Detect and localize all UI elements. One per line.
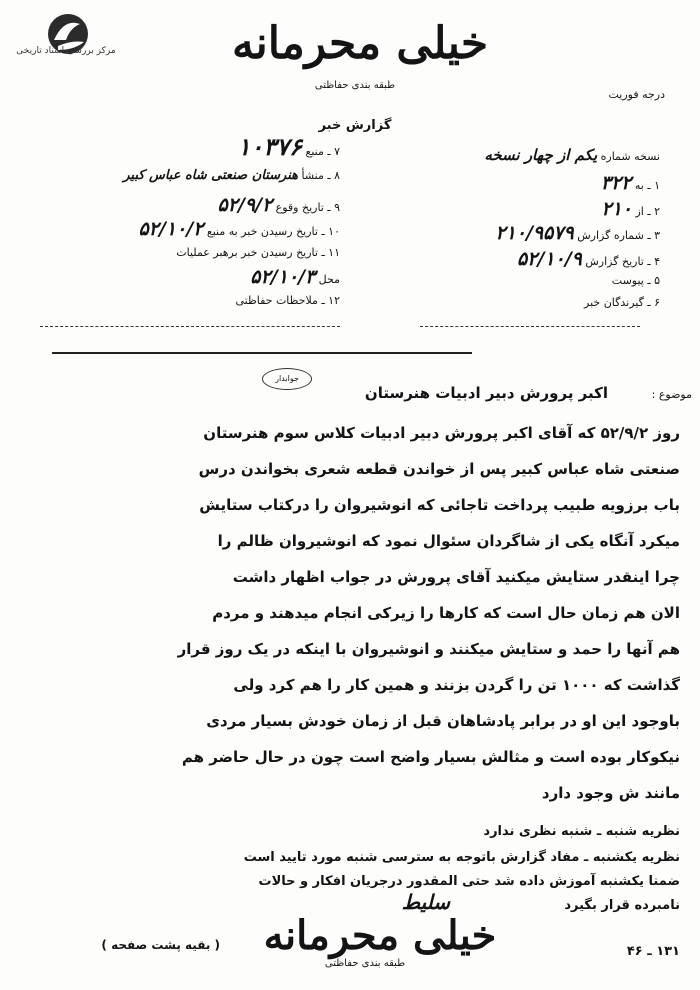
- field-value: هنرستان صنعتی شاه عباس کبیر: [123, 168, 298, 183]
- field-source: [40, 132, 340, 161]
- footer-classification-subtitle: طبقه بندی حفاظتی: [324, 958, 406, 969]
- field-value: ۵۲/۹/۲: [217, 194, 273, 216]
- classification-title: خیلی محرمانه: [231, 18, 489, 69]
- footer-classification-title: خیلی محرمانه: [263, 912, 497, 959]
- field-value: یکم از چهار نسخه: [484, 146, 598, 164]
- field-event-date: [40, 194, 340, 216]
- body-line: باب برزویه طبیب پرداخت تاجائی که انوشیروان را درکتاب ستایش: [199, 496, 680, 514]
- field-label: ۱۲ ـ ملاحظات حفاظتی: [235, 294, 340, 307]
- field-label: ۷ ـ منبع: [305, 145, 340, 158]
- field-origin: [40, 168, 340, 183]
- field-from: [410, 198, 660, 220]
- field-report-date: [410, 248, 660, 270]
- field-security-notes: [40, 294, 340, 307]
- divider-line: [52, 352, 472, 354]
- opinion-line: نامبرده قرار بگیرد: [564, 898, 680, 913]
- field-value: ۵۲/۱۰/۲: [138, 218, 204, 240]
- field-value: ۱۰۳۷۶: [237, 132, 302, 161]
- field-label: ۴ ـ تاریخ گزارش: [585, 255, 660, 268]
- document-number: ۱۳۱ ـ ۴۶: [626, 944, 680, 959]
- body-line: باوجود این او در برابر پادشاهان قبل از زمان خودش بسیار مردی: [206, 712, 680, 730]
- body-line: صنعتی شاه عباس کبیر پس از خواندن قطعه شعری بخواندن درس: [198, 460, 680, 478]
- field-label: ۱۱ ـ تاریخ رسیدن خبر برهبر عملیات: [176, 246, 340, 259]
- field-label: ۶ ـ گیرندگان خبر: [584, 296, 660, 309]
- field-label: ۱۰ ـ تاریخ رسیدن خبر به منبع: [206, 225, 340, 238]
- subject-value: اکبر پرورش دبیر ادبیات هنرستان: [364, 384, 608, 402]
- signature: سلیط: [401, 890, 450, 914]
- body-line: روز ۵۲/۹/۲ که آقای اکبر پرورش دبیر ادبیات کلاس سوم هنرستان: [203, 424, 680, 442]
- body-line: گذاشت که ۱۰۰۰ تن را گردن بزنند و همین کار را هم کرد ولی: [233, 676, 680, 694]
- body-line: مانند ش وجود دارد: [541, 784, 680, 802]
- body-line: چرا اینقدر ستایش میکنید آقای پرورش در جواب اظهار داشت: [232, 568, 680, 586]
- field-value: ۲۱۰: [601, 198, 632, 220]
- field-copy-number: [410, 146, 660, 164]
- logo-caption: مرکز بررسی اسناد تاریخی: [16, 46, 116, 56]
- field-report-number: [390, 222, 660, 244]
- body-line: الان هم زمان حال است که کارها را زیرکی انجام میدهند و مردم: [212, 604, 680, 622]
- priority-label: درجه فوریت: [608, 88, 665, 101]
- blank-line: [40, 326, 340, 327]
- field-location: [40, 266, 340, 288]
- field-label: ۱ ـ به: [634, 179, 660, 192]
- field-value: ۳۲۲: [600, 172, 632, 194]
- field-date-to-operations: [40, 246, 340, 259]
- opinion-line: ضمنا یکشنبه آموزش داده شد حتی المقدور درجریان افکار و حالات: [258, 874, 680, 889]
- field-to: [410, 172, 660, 194]
- field-value: ۲۱۰/۹۵۷۹: [495, 222, 574, 244]
- blank-line: [420, 326, 640, 327]
- field-label: ۲ ـ از: [635, 205, 660, 218]
- body-line: نیکوکار بوده است و مثالش بسیار واضح است چون در حال حاضر هم: [181, 748, 680, 766]
- continue-note: ( بقیه پشت صفحه ): [101, 938, 220, 952]
- opinion-line: نظریه یکشنبه ـ مفاد گزارش باتوجه به سترسی شنبه مورد تایید است: [243, 850, 680, 865]
- report-heading: گزارش خبر: [318, 118, 392, 133]
- opinion-line: نظریه شنبه ـ شنبه نظری ندارد: [483, 824, 680, 839]
- field-value: ۵۲/۱۰/۳: [250, 266, 316, 288]
- stamp: جوابدار: [262, 368, 312, 390]
- body-line: هم آنها را حمد و ستایش میکنند و انوشیروان با اینکه در یک روز قرار: [177, 640, 680, 658]
- field-attachment: [410, 274, 660, 287]
- field-label: ۵ ـ پیوست: [611, 274, 660, 287]
- body-line: میکرد آنگاه یکی از شاگردان سئوال نمود که انوشیروان ظالم را: [217, 532, 680, 550]
- field-label: ۳ ـ شماره گزارش: [577, 229, 660, 242]
- field-label: ۸ ـ منشأ: [301, 169, 340, 182]
- subject-label: موضوع :: [651, 388, 692, 401]
- classification-subtitle: طبقه بندی حفاظتی: [314, 80, 396, 91]
- field-label: نسخه شماره: [600, 150, 660, 163]
- archive-logo-icon: [14, 10, 88, 68]
- field-label: محل: [318, 273, 340, 286]
- field-label: ۹ ـ تاریخ وقوع: [275, 201, 340, 214]
- field-recipients: [410, 296, 660, 309]
- field-date-to-source: [10, 218, 340, 240]
- field-value: ۵۲/۱۰/۹: [516, 248, 582, 270]
